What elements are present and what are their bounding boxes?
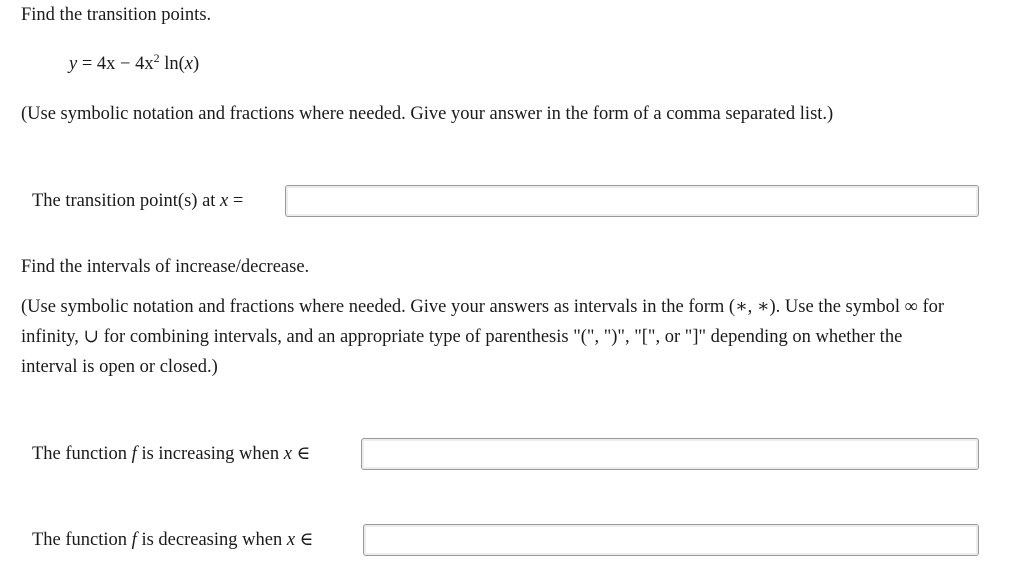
question2-instruction-line1: (Use symbolic notation and fractions where needed. Give your answers as intervals in the form (∗, ∗). Use the symbol ∞ for	[21, 297, 945, 317]
decreasing-interval-input[interactable]	[363, 524, 979, 556]
transition-label-var: x	[220, 191, 229, 211]
increasing-label	[32, 439, 310, 469]
question2-heading: Find the intervals of increase/decrease.	[21, 257, 310, 277]
equation-minus: −	[120, 54, 131, 74]
equation-equals: =	[81, 54, 93, 74]
increasing-label-fn: f	[131, 444, 137, 464]
equation-term2-fn: ln(	[159, 54, 185, 74]
equation-term1: 4x	[96, 54, 116, 74]
equation-term2-base: 4x	[135, 54, 154, 74]
increasing-interval-input[interactable]	[361, 438, 979, 470]
transition-label-equals: =	[228, 191, 244, 211]
equation-lhs: y	[69, 54, 78, 74]
decreasing-label-fn: f	[131, 530, 137, 550]
equation-term2-exponent: 2	[153, 51, 160, 65]
question1-heading: Find the transition points.	[21, 5, 212, 25]
decreasing-label-text: The function	[32, 530, 132, 550]
transition-points-label	[32, 186, 243, 216]
transition-label-text: The transition point(s) at	[32, 191, 221, 211]
decreasing-label-var: x	[286, 530, 296, 550]
question1-instruction: (Use symbolic notation and fractions where needed. Give your answer in the form of a comma separated list.)	[21, 104, 834, 124]
equation	[69, 49, 199, 79]
decreasing-label-mid: is decreasing when	[136, 530, 287, 550]
decreasing-label	[32, 525, 313, 555]
increasing-label-mid: is increasing when	[136, 444, 284, 464]
question2-instruction-line2: infinity, ∪ for combining intervals, and an appropriate type of parenthesis "(", ")", "[", or "]" depending on whether the	[21, 327, 903, 347]
question2-instruction-line3: interval is open or closed.)	[21, 357, 218, 377]
transition-points-input[interactable]	[285, 185, 979, 217]
equation-term2-close: )	[193, 54, 200, 74]
increasing-label-var: x	[283, 444, 292, 464]
increasing-label-text: The function	[32, 444, 132, 464]
equation-term2-var: x	[184, 54, 193, 74]
increasing-label-elementof: ∈	[291, 444, 311, 464]
decreasing-label-elementof: ∈	[295, 530, 314, 550]
